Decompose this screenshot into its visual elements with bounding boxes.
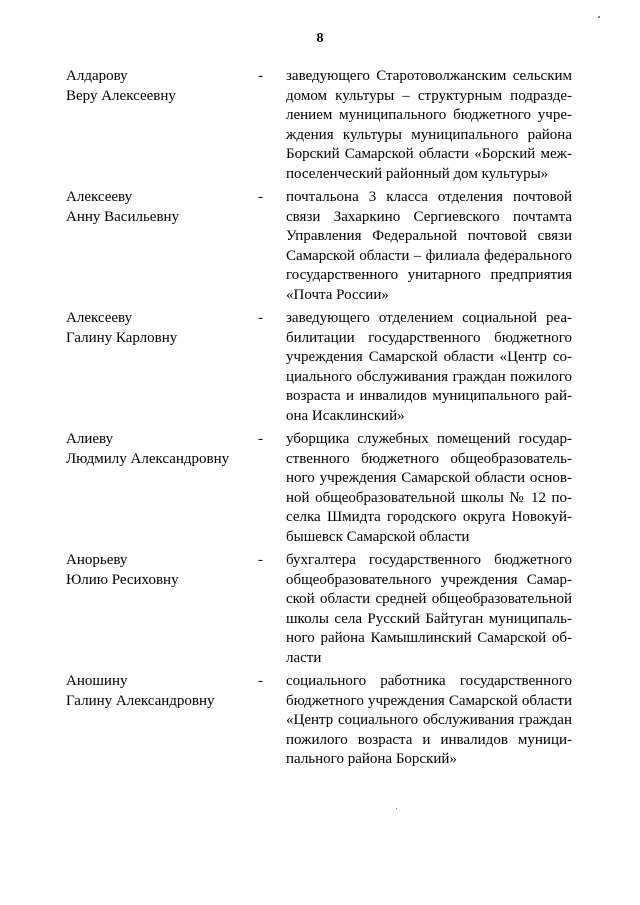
person-name	[66, 430, 258, 469]
description-line: билитации государственного бюджетного	[286, 329, 572, 346]
surname: Анорьеву	[66, 552, 128, 568]
position-description	[286, 188, 572, 305]
dash-separator: -	[258, 673, 263, 689]
surname: Алиеву	[66, 431, 114, 447]
given-names: Галину Александровну	[66, 692, 215, 709]
description-line: ного района Камышлинский Самарской об-	[286, 630, 572, 646]
description-line: Управления Федеральной почтовой связи	[286, 228, 572, 244]
given-names: Галину Карловну	[66, 329, 178, 346]
description-line: циального обслуживания граждан пожилого	[286, 368, 572, 385]
dash-separator: -	[258, 68, 263, 84]
list-item	[66, 188, 578, 309]
description-line: пального района Борский»	[286, 751, 457, 767]
scan-speck	[598, 16, 600, 18]
position-description	[286, 309, 572, 426]
given-names: Анну Васильевну	[66, 208, 180, 225]
dash-separator: -	[258, 310, 263, 326]
position-description	[286, 551, 572, 668]
person-name	[66, 551, 258, 590]
description-line: заведующего отделением социальной реа-	[286, 310, 572, 326]
given-names: Юлию Ресиховну	[66, 571, 179, 588]
description-line: она Исаклинский»	[286, 407, 405, 424]
description-line: домом культуры – структурным подразде-	[286, 87, 572, 104]
position-description	[286, 430, 572, 547]
description-line: Самарской области – филиала федерального	[286, 247, 572, 264]
list-item	[66, 309, 578, 430]
person-name	[66, 67, 258, 106]
description-line: «Центр социального обслуживания граждан	[286, 712, 572, 728]
page-number: 8	[316, 31, 324, 46]
person-name	[66, 188, 258, 227]
description-line: заведующего Старотоволжанским сельским	[286, 68, 572, 84]
description-line: ждения культуры муниципального района	[286, 126, 572, 143]
description-line: бухгалтера государственного бюджетного	[286, 552, 572, 568]
dash-separator: -	[258, 189, 263, 205]
list-item	[66, 672, 578, 793]
description-line: школы села Русский Байтуган муниципаль-	[286, 610, 572, 627]
award-list	[66, 67, 578, 793]
description-line: государственного унитарного предприятия	[286, 267, 572, 283]
description-line: «Почта России»	[286, 286, 389, 303]
description-line: ственного бюджетного общеобразователь-	[286, 450, 572, 467]
surname: Алдарову	[66, 68, 128, 84]
list-item	[66, 551, 578, 672]
person-name	[66, 309, 258, 348]
description-line: Борский Самарской области «Борский меж-	[286, 146, 572, 162]
position-description	[286, 672, 572, 770]
description-line: почтальона 3 класса отделения почтовой	[286, 189, 572, 205]
position-description	[286, 67, 572, 184]
person-name	[66, 672, 258, 711]
list-item	[66, 67, 578, 188]
description-line: ного учреждения Самарской области основ-	[286, 470, 572, 486]
description-line: учреждения Самарской области «Центр со-	[286, 349, 572, 365]
description-line: селка Шмидта городского округа Новокуй-	[286, 509, 572, 525]
dash-separator: -	[258, 431, 263, 447]
surname: Алексееву	[66, 189, 133, 205]
description-line: социального работника государственного	[286, 673, 572, 689]
description-line: бышевск Самарской области	[286, 528, 470, 545]
description-line: пожилого возраста и инвалидов муници-	[286, 731, 572, 748]
description-line: ласти	[286, 649, 322, 666]
description-line: лением муниципального бюджетного учре-	[286, 107, 572, 123]
description-line: уборщика служебных помещений государ-	[286, 431, 572, 447]
surname: Аношину	[66, 673, 128, 689]
description-line: поселенческий районный дом культуры»	[286, 165, 549, 182]
description-line: бюджетного учреждения Самарской области	[286, 692, 572, 709]
given-names: Веру Алексеевну	[66, 87, 176, 104]
description-line: общеобразовательного учреждения Самар-	[286, 571, 572, 588]
given-names: Людмилу Александровну	[66, 450, 230, 467]
description-line: связи Захаркино Сергиевского почтамта	[286, 208, 572, 225]
list-item	[66, 430, 578, 551]
description-line: возраста и инвалидов муниципального рай-	[286, 388, 572, 404]
scan-speck	[396, 808, 397, 809]
description-line: ской области средней общеобразовательной	[286, 591, 572, 607]
surname: Алексееву	[66, 310, 133, 326]
description-line: ной общеобразовательной школы № 12 по-	[286, 489, 572, 506]
dash-separator: -	[258, 552, 263, 568]
